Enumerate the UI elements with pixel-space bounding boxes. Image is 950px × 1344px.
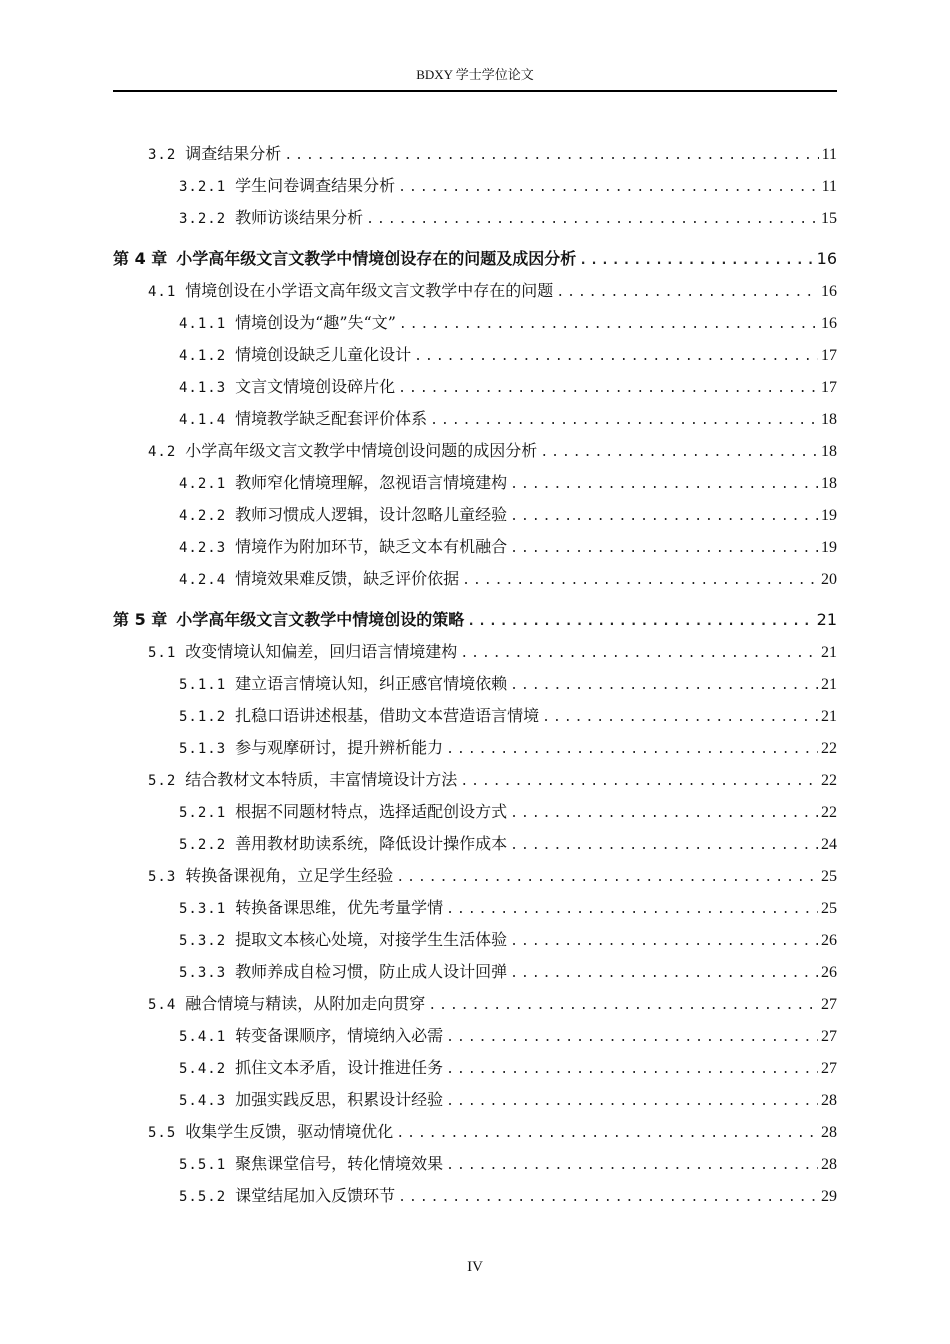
- toc-entry-number: 5.2: [148, 773, 177, 789]
- toc-entry-title: 文言文情境创设碎片化: [235, 377, 396, 396]
- toc-entry-page: 21: [821, 708, 837, 725]
- toc-entry-title: 情境教学缺乏配套评价体系: [235, 409, 428, 428]
- toc-entry-title: 收集学生反馈，驱动情境优化: [185, 1122, 394, 1141]
- dot-leader: [510, 670, 818, 702]
- toc-entry-title: 根据不同题材特点，选择适配创设方式: [235, 802, 508, 821]
- toc-entry-title: 学生问卷调查结果分析: [235, 176, 396, 195]
- toc-entry-number: 5.4.2: [179, 1061, 227, 1077]
- toc-entry-page: 19: [821, 539, 837, 556]
- dot-leader: [446, 1086, 818, 1118]
- toc-entry[interactable]: [113, 700, 837, 732]
- running-title: BDXY 学士学位论文: [416, 67, 534, 82]
- toc-entry-page: 28: [821, 1124, 837, 1141]
- dot-leader: [510, 926, 818, 958]
- toc-entry[interactable]: [113, 828, 837, 860]
- toc-entry-page: 17: [821, 347, 837, 364]
- toc-entry-title: 抓住文本矛盾，设计推进任务: [235, 1058, 444, 1077]
- toc-entry-title: 提取文本核心处境，对接学生生活体验: [235, 930, 508, 949]
- toc-entry-number: 5.4.1: [179, 1029, 227, 1045]
- toc-entry-page: 16: [821, 283, 837, 300]
- toc-entry-page: 17: [821, 379, 837, 396]
- toc-entry[interactable]: [113, 860, 837, 892]
- toc-entry-title: 情境作为附加环节，缺乏文本有机融合: [235, 537, 508, 556]
- toc-entry-title: 情境效果难反馈，缺乏评价依据: [235, 569, 460, 588]
- toc-entry[interactable]: [113, 764, 837, 796]
- toc-entry-page: 18: [821, 411, 837, 428]
- dot-leader: [396, 1118, 818, 1150]
- toc-entry[interactable]: [113, 924, 837, 956]
- dot-leader: [446, 1054, 818, 1086]
- toc-entry-title: 情境创设为“趣”失“文”: [235, 313, 396, 332]
- page-number: IV: [467, 1259, 483, 1275]
- toc-entry-title: 调查结果分析: [185, 144, 282, 163]
- dot-leader: [446, 894, 818, 926]
- dot-leader: [542, 702, 818, 734]
- dot-leader: [540, 437, 818, 469]
- dot-leader: [460, 638, 818, 670]
- toc-entry-number: 4.1.3: [179, 380, 227, 396]
- toc-entry-number: 4.2.3: [179, 540, 227, 556]
- toc-entry-title: 参与观摩研讨，提升辨析能力: [235, 738, 444, 757]
- toc-entry-number: 4.2.1: [179, 476, 227, 492]
- toc-entry[interactable]: [113, 339, 837, 371]
- toc-entry-page: 27: [821, 996, 837, 1013]
- toc-entry-page: 22: [821, 772, 837, 789]
- toc-entry-page: 21: [816, 610, 837, 629]
- toc-entry-title: 教师习惯成人逻辑，设计忽略儿童经验: [235, 505, 508, 524]
- dot-leader: [399, 309, 818, 341]
- toc-entry[interactable]: [113, 138, 837, 170]
- toc-entry-page: 18: [821, 443, 837, 460]
- toc-entry-number: 5.2.2: [179, 837, 227, 853]
- toc-entry-page: 24: [821, 836, 837, 853]
- dot-leader: [460, 766, 818, 798]
- dot-leader: [510, 469, 818, 501]
- toc-entry-title: 情境创设在小学语文高年级文言文教学中存在的问题: [185, 281, 554, 300]
- toc-entry[interactable]: [113, 892, 837, 924]
- toc-entry-title: 情境创设缺乏儿童化设计: [235, 345, 412, 364]
- toc-entry[interactable]: [113, 202, 837, 234]
- table-of-contents: [113, 138, 837, 1212]
- dot-leader: [430, 405, 818, 437]
- toc-entry-number: 第 5 章: [113, 610, 168, 629]
- toc-entry-number: 5.1.1: [179, 677, 227, 693]
- toc-entry[interactable]: [113, 988, 837, 1020]
- toc-entry-page: 18: [821, 475, 837, 492]
- page-header: [113, 64, 837, 92]
- toc-entry[interactable]: [113, 796, 837, 828]
- toc-entry-title: 转变备课顺序，情境纳入必需: [235, 1026, 444, 1045]
- toc-entry-number: 5.1: [148, 645, 177, 661]
- toc-entry-number: 5.3.2: [179, 933, 227, 949]
- toc-entry-title: 善用教材助读系统，降低设计操作成本: [235, 834, 508, 853]
- toc-entry[interactable]: [113, 531, 837, 563]
- toc-entry[interactable]: [113, 499, 837, 531]
- dot-leader: [446, 1150, 818, 1182]
- toc-entry-page: 27: [821, 1060, 837, 1077]
- toc-entry[interactable]: [113, 170, 837, 202]
- dot-leader: [510, 958, 818, 990]
- toc-entry[interactable]: [113, 1052, 837, 1084]
- toc-entry[interactable]: [113, 668, 837, 700]
- toc-entry-number: 3.2.2: [179, 211, 227, 227]
- toc-entry[interactable]: [113, 1180, 837, 1212]
- toc-entry[interactable]: [113, 1148, 837, 1180]
- toc-entry-number: 5.4.3: [179, 1093, 227, 1109]
- toc-entry[interactable]: [113, 1020, 837, 1052]
- toc-entry[interactable]: [113, 1116, 837, 1148]
- dot-leader: [510, 501, 818, 533]
- toc-entry-number: 5.1.3: [179, 741, 227, 757]
- toc-entry-page: 21: [821, 676, 837, 693]
- toc-entry-page: 11: [821, 178, 837, 195]
- dot-leader: [579, 245, 813, 277]
- toc-entry-number: 4.1.2: [179, 348, 227, 364]
- toc-entry-number: 4.1: [148, 284, 177, 300]
- toc-entry-page: 26: [821, 964, 837, 981]
- toc-entry-page: 20: [821, 571, 837, 588]
- toc-entry-title: 扎稳口语讲述根基，借助文本营造语言情境: [235, 706, 540, 725]
- toc-entry[interactable]: [113, 1084, 837, 1116]
- toc-entry-page: 16: [821, 315, 837, 332]
- dot-leader: [556, 277, 818, 309]
- toc-entry-page: 15: [821, 210, 837, 227]
- toc-entry-number: 5.4: [148, 997, 177, 1013]
- toc-entry[interactable]: [113, 467, 837, 499]
- toc-entry-page: 29: [821, 1188, 837, 1205]
- page-footer: [0, 1259, 950, 1276]
- dot-leader: [446, 734, 818, 766]
- toc-entry-page: 28: [821, 1092, 837, 1109]
- dot-leader: [510, 533, 818, 565]
- toc-entry-number: 5.5.2: [179, 1189, 227, 1205]
- toc-entry[interactable]: [113, 435, 837, 467]
- toc-entry-number: 5.3: [148, 869, 177, 885]
- toc-entry-page: 22: [821, 804, 837, 821]
- dot-leader: [510, 830, 818, 862]
- toc-entry[interactable]: [113, 636, 837, 668]
- toc-entry-page: 21: [821, 644, 837, 661]
- toc-entry-title: 转换备课视角，立足学生经验: [185, 866, 394, 885]
- toc-entry-title: 转换备课思维，优先考量学情: [235, 898, 444, 917]
- toc-entry-page: 25: [821, 900, 837, 917]
- dot-leader: [398, 1182, 818, 1214]
- dot-leader: [398, 172, 818, 204]
- toc-entry-title: 教师访谈结果分析: [235, 208, 364, 227]
- toc-entry-page: 16: [816, 249, 837, 268]
- toc-entry[interactable]: [113, 307, 837, 339]
- toc-entry-title: 加强实践反思，积累设计经验: [235, 1090, 444, 1109]
- toc-entry-number: 4.2: [148, 444, 177, 460]
- toc-entry-number: 4.1.4: [179, 412, 227, 428]
- dot-leader: [428, 990, 818, 1022]
- toc-entry-page: 22: [821, 740, 837, 757]
- toc-entry-title: 建立语言情境认知，纠正感官情境依赖: [235, 674, 508, 693]
- toc-entry-number: 4.2.4: [179, 572, 227, 588]
- toc-entry-title: 小学高年级文言文教学中情境创设的策略: [176, 610, 465, 629]
- toc-entry[interactable]: [113, 732, 837, 764]
- toc-entry-number: 3.2: [148, 147, 177, 163]
- toc-entry-title: 课堂结尾加入反馈环节: [235, 1186, 396, 1205]
- toc-entry[interactable]: [113, 371, 837, 403]
- dot-leader: [398, 373, 818, 405]
- toc-entry-page: 25: [821, 868, 837, 885]
- dot-leader: [446, 1022, 818, 1054]
- dot-leader: [366, 204, 818, 236]
- toc-entry-number: 3.2.1: [179, 179, 227, 195]
- toc-entry-number: 5.5.1: [179, 1157, 227, 1173]
- toc-entry-number: 第 4 章: [113, 249, 168, 268]
- toc-entry-title: 融合情境与精读，从附加走向贯穿: [185, 994, 426, 1013]
- toc-entry-page: 19: [821, 507, 837, 524]
- toc-entry-page: 27: [821, 1028, 837, 1045]
- toc-entry-number: 5.1.2: [179, 709, 227, 725]
- toc-entry-title: 教师窄化情境理解，忽视语言情境建构: [235, 473, 508, 492]
- dot-leader: [467, 606, 813, 638]
- toc-entry-title: 小学高年级文言文教学中情境创设问题的成因分析: [185, 441, 538, 460]
- toc-entry[interactable]: [113, 563, 837, 595]
- toc-entry-page: 11: [821, 146, 837, 163]
- dot-leader: [462, 565, 818, 597]
- toc-chapter-entry[interactable]: [113, 604, 837, 636]
- dot-leader: [284, 140, 818, 172]
- toc-entry-title: 小学高年级文言文教学中情境创设存在的问题及成因分析: [176, 249, 577, 268]
- toc-entry-number: 5.2.1: [179, 805, 227, 821]
- dot-leader: [396, 862, 818, 894]
- toc-entry[interactable]: [113, 403, 837, 435]
- toc-entry-page: 26: [821, 932, 837, 949]
- toc-entry-title: 改变情境认知偏差，回归语言情境建构: [185, 642, 458, 661]
- dot-leader: [414, 341, 818, 373]
- toc-entry-title: 教师养成自检习惯，防止成人设计回弹: [235, 962, 508, 981]
- toc-entry-number: 5.3.1: [179, 901, 227, 917]
- toc-entry-title: 聚焦课堂信号，转化情境效果: [235, 1154, 444, 1173]
- toc-entry-number: 4.1.1: [179, 316, 227, 332]
- toc-entry[interactable]: [113, 956, 837, 988]
- toc-entry[interactable]: [113, 275, 837, 307]
- toc-entry-page: 28: [821, 1156, 837, 1173]
- dot-leader: [510, 798, 818, 830]
- toc-entry-number: 4.2.2: [179, 508, 227, 524]
- toc-entry-title: 结合教材文本特质，丰富情境设计方法: [185, 770, 458, 789]
- toc-chapter-entry[interactable]: [113, 243, 837, 275]
- toc-entry-number: 5.3.3: [179, 965, 227, 981]
- toc-entry-number: 5.5: [148, 1125, 177, 1141]
